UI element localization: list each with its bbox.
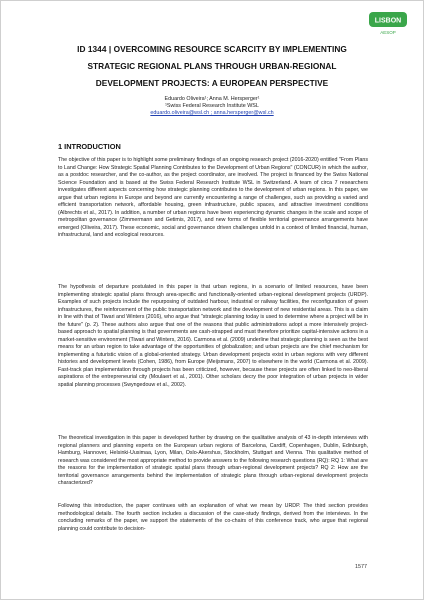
paragraph-4: Following this introduction, the paper continues with an explanation of what we mean by URDP. The third section provides methodological details. The fourth section includes a discussion of the case-study findings, derived from the interviews. In the concluding remarks of the paper, we support the statements of the co-chairs of this conference track, who argue that regional planning could contribute to decision- — [58, 503, 368, 532]
paragraph-1: The objective of this paper is to highlight some preliminary findings of an ongoing research project (2016-2020) entitled "From Plans to Land Change: How Strategic Spatial Planning Contributes to the Development of Urban Regions" (CONCUR) in which the author, as a postdoc researcher, and the co-author, as the project coordinator, are involved. The project is financed by the Swiss National Science Foundation and is based at the Swiss Federal Research Institute WSL in Switzerland. A team of circa 7 researchers investigates different aspects concerning how strategic planning contributes to the development of urban regions. In this paper, we argue that urban regions in Europe and beyond are currently encountering a range of challenges, such as providing a varied and efficient transportation network, affordable housing, green infrastructure, public spaces, and attractive investment conditions (Albrechts et al., 2017). In addition, a number of urban regions have been experiencing dynamic changes in the scale and scope of metropolitan governance (Zimmermann and Getimis, 2017), and new forms of flexible territorial governance arrangements have emerged (Oliveira, 2017). These economic, social and governance driven challenges unfold in a context of limited financial, human, infrastructural, land and ecological resources. — [58, 157, 368, 239]
section-heading: 1 INTRODUCTION — [58, 142, 121, 151]
paper-title-line-1: ID 1344 | OVERCOMING RESOURCE SCARCITY BY IMPLEMENTING — [77, 44, 347, 54]
paragraph-3: The theoretical investigation in this paper is developed further by drawing on the qualitative analysis of 43 in-depth interviews with regional planners and planning experts on the European urban regions of Barcelona, Cardiff, Copenhagen, Dublin, Edinburgh, Hamburg, Hannover, Helsinki-Uusimaa, Lyon, Milan, Oslo-Akershus, Stockholm, Stuttgart and Vienna. This qualitative method of research was considered the most appropriate method to provide answers to the following research questions (RQ): RQ 1: What are the reasons for the implementation of strategic spatial plans through urban-regional development projects? RQ 2: How are the territorial governance arrangements behind the implementation of strategic plans through urban-regional development projects characterized? — [58, 435, 368, 487]
logo-text: LISBON — [374, 17, 402, 25]
paper-title-line-3: DEVELOPMENT PROJECTS: A EUROPEAN PERSPECTIVE — [95, 78, 329, 88]
logo-subtext: AESOP — [380, 30, 396, 35]
author-emails[interactable]: eduardo.oliveira@wsl.ch ; anna.hersperger@wsl.ch — [150, 110, 274, 117]
conference-logo — [367, 9, 409, 37]
paper-title — [41, 41, 383, 92]
author-affiliation: ¹Swiss Federal Research Institute WSL — [165, 103, 259, 110]
author-block — [41, 96, 383, 118]
author-names: Eduardo Oliveira¹; Anna M. Hersperger¹ — [164, 96, 260, 102]
page-number: 1577 — [355, 564, 367, 570]
paragraph-2: The hypothesis of departure postulated in this paper is that urban regions, in a scenario of limited resources, have been implementing strategic spatial plans through area-specific and functionally-oriented urban-regional development projects (URDP). Examples of such projects include the repurposing of outdated harbour, industrial or railway facilities, the reconfiguration of green infrastructures, the reinforcement of the public transportation network and the development of new residential areas. This is a claim in line with that of Tiwari and Winters (2016), who argue that "strategic planning today is used to determine where a project will be in the future" (p. 2). These authors also argue that one of the reasons that public administrations adopt a more intensively project-based approach to spatial planning is that governments are cash-strapped and must therefore prioritize capital-intensive actions in a market-sensitive environment (Tiwari and Winters, 2016). Carmona et al. (2009) underline that strategic planning is seen as the best means for an urban region to take advantage of the opportunities of globalization; and urban projects are the chief mechanism for implementing a futuristic vision of a global-oriented strategy. Urban development projects exist in urban regions with very different histories and development levels (Cohen, 1986), from Europe (Meijsmans, 2007) to elsewhere in the world (Carmona et al. 2009). Fast-track plan implementation through projects has been criticized, however, because these projects are often linked to neo-liberal aspirations of the entrepreneurial city (Moulaert et al., 2001). Other scholars decry the poor integration of urban projects in wider spatial planning processes (Swyngedouw et al., 2002). — [58, 284, 368, 388]
paper-title-line-2: STRATEGIC REGIONAL PLANS THROUGH URBAN-REGIONAL — [87, 61, 337, 71]
